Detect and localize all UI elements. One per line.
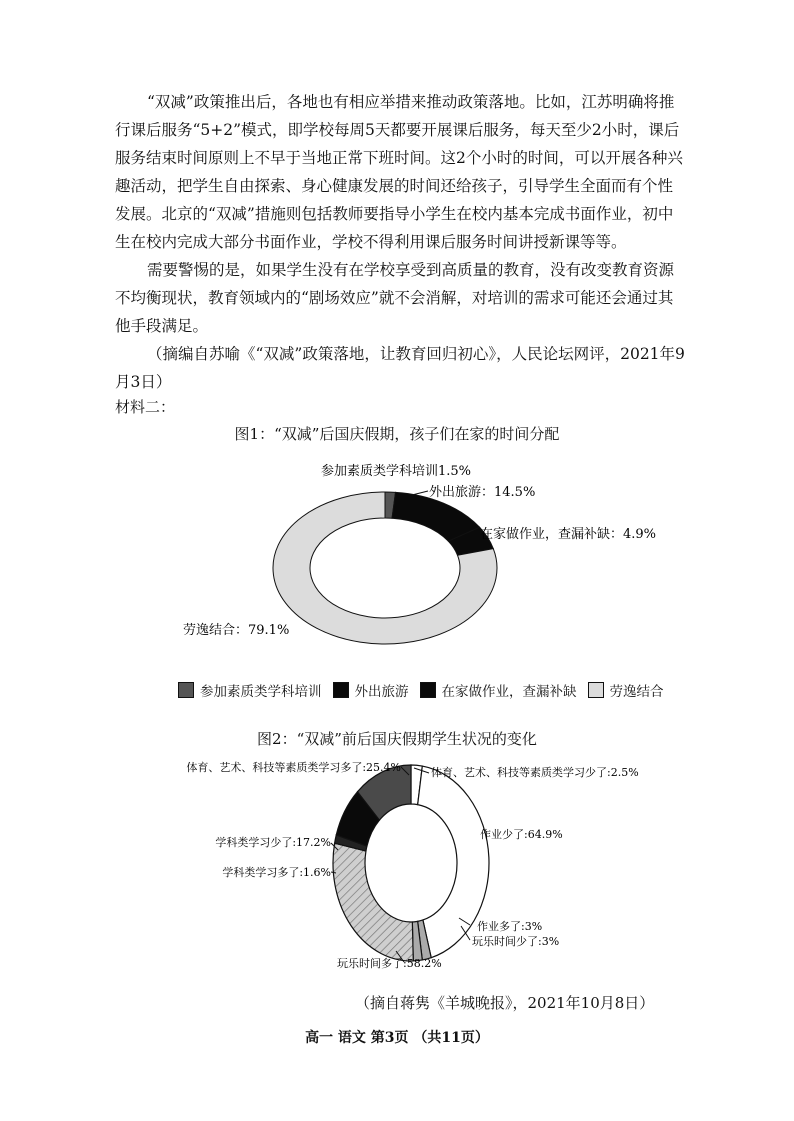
material-one-source: （摘编自苏喻《“双减”政策落地，让教育回归初心》，人民论坛网评，2021年9月3日） <box>115 345 685 391</box>
material-one-paragraph-1: “双减”政策推出后，各地也有相应举措来推动政策落地。比如，江苏明确将推行课后服务“5+2”模式，即学校每周5天都要开展课后服务，每天至少2小时，课后服务结束时间原则上不早于当地正常下班时间。这2个小时的时间，可以开展各种兴趣活动，把学生自由探索、身心健康发展的时间还给孩子，引导学生全面而有个性发展。北京的“双减”措施则包括教师要指导小学生在校内基本完成书面作业，初中生在校内完成大部分书面作业，学校不得利用课后服务时间讲授新课等等。 <box>115 93 683 251</box>
chart2-data-label: 作业少了:64.9% <box>480 828 563 841</box>
chart1-data-label: 在家做作业，查漏补缺：4.9% <box>480 527 657 542</box>
chart2-source: （摘自蒋隽《羊城晚报》，2021年10月8日） <box>355 994 655 1012</box>
legend-swatch <box>333 682 349 698</box>
chart2-data-label: 学科类学习少了:17.2% <box>215 836 331 849</box>
chart2-slice <box>333 843 413 961</box>
chart1-data-label: 外出旅游：14.5% <box>429 485 536 500</box>
legend-label: 劳逸结合 <box>609 684 664 700</box>
material-two-label: 材料二： <box>115 398 176 416</box>
chart2-data-label: 体育、艺术、科技等素质类学习少了:2.5% <box>431 766 639 779</box>
chart2-title: 图2：“双减”前后国庆假期学生状况的变化 <box>257 730 537 748</box>
legend-item <box>333 680 409 700</box>
legend-swatch <box>588 682 604 698</box>
chart1-data-label: 劳逸结合：79.1% <box>183 623 290 638</box>
chart1-leader-line <box>412 491 428 495</box>
chart1-legend <box>178 680 675 700</box>
chart1-data-label: 参加素质类学科培训1.5% <box>321 464 472 479</box>
legend-swatch <box>178 682 194 698</box>
legend-item <box>588 680 664 700</box>
chart2-data-label: 体育、艺术、科技等素质类学习多了:25.4% <box>186 761 401 774</box>
legend-item <box>178 680 322 700</box>
chart1-donut <box>0 450 794 670</box>
material-one-paragraph-2: 需要警惕的是，如果学生没有在学校享受到高质量的教育，没有改变教育资源不均衡现状，教育领域内的“剧场效应”就不会消解，对培训的需求可能还会通过其他手段满足。 <box>115 261 675 335</box>
page-footer: 高一 语文 第3页 （共11页） <box>305 1030 489 1046</box>
legend-label: 在家做作业，查漏补缺 <box>441 684 577 700</box>
chart1-title: 图1：“双减”后国庆假期，孩子们在家的时间分配 <box>234 425 560 443</box>
chart2-donut <box>0 755 794 985</box>
chart2-data-label: 玩乐时间少了:3% <box>472 935 560 948</box>
legend-item <box>420 680 577 700</box>
legend-swatch <box>420 682 436 698</box>
chart2-data-label: 学科类学习多了:1.6% <box>222 866 331 879</box>
legend-label: 外出旅游 <box>354 684 409 700</box>
chart2-data-label: 作业多了:3% <box>477 920 543 933</box>
chart2-data-label: 玩乐时间多了:58.2% <box>337 957 442 970</box>
legend-label: 参加素质类学科培训 <box>200 684 322 700</box>
